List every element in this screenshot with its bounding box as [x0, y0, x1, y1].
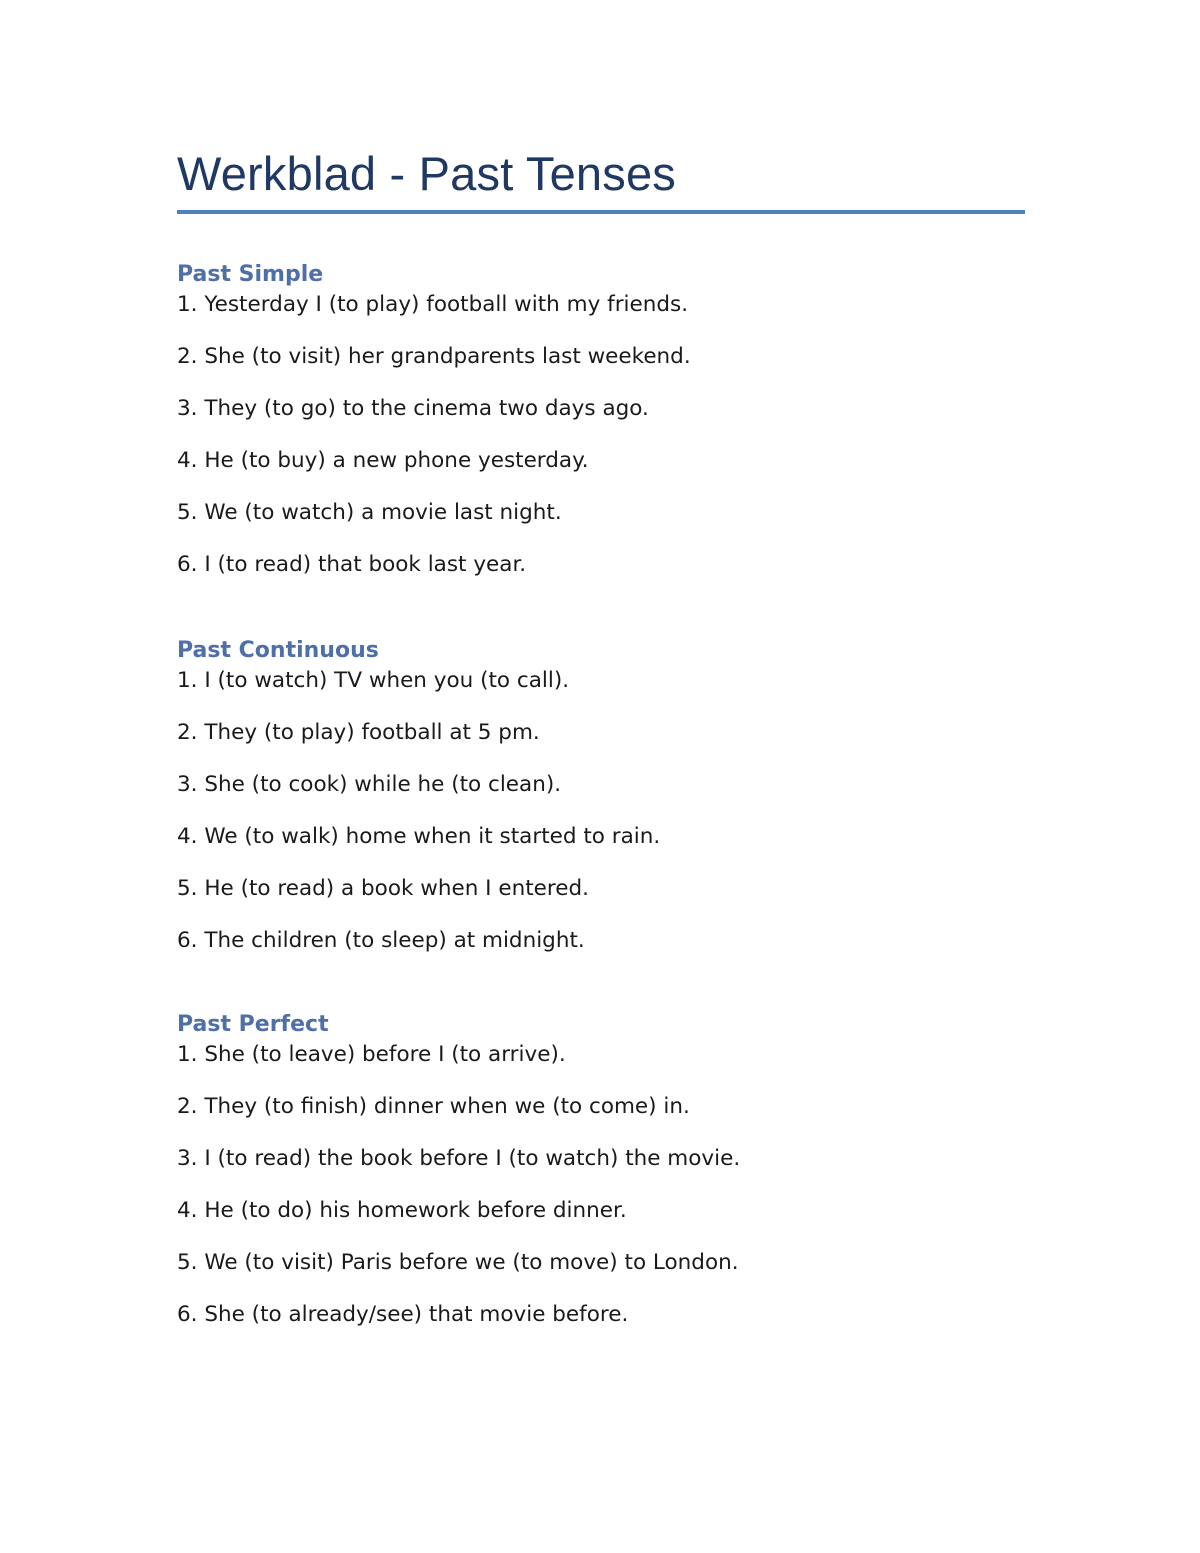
- exercise-item: 6. The children (to sleep) at midnight.: [177, 928, 585, 953]
- exercise-item: 5. He (to read) a book when I entered.: [177, 876, 589, 901]
- exercise-item: 6. She (to already/see) that movie before.: [177, 1302, 629, 1327]
- exercise-item: 2. They (to play) football at 5 pm.: [177, 720, 540, 745]
- exercise-item: 5. We (to visit) Paris before we (to move) to London.: [177, 1250, 739, 1275]
- exercise-item: 5. We (to watch) a movie last night.: [177, 500, 562, 525]
- exercise-item: 6. I (to read) that book last year.: [177, 552, 527, 577]
- section-past-simple: [177, 260, 1025, 602]
- exercise-item: 4. We (to walk) home when it started to rain.: [177, 824, 661, 849]
- exercise-list: [177, 290, 1025, 580]
- exercise-item: 1. She (to leave) before I (to arrive).: [177, 1042, 566, 1067]
- title-underline: [177, 210, 1025, 214]
- exercise-item: 4. He (to buy) a new phone yesterday.: [177, 448, 589, 473]
- exercise-item: 2. She (to visit) her grandparents last weekend.: [177, 344, 691, 369]
- page-title: Werkblad - Past Tenses: [177, 147, 677, 200]
- exercise-item: 3. I (to read) the book before I (to watch) the movie.: [177, 1146, 741, 1171]
- exercise-item: 3. They (to go) to the cinema two days ago.: [177, 396, 649, 421]
- exercise-list: [177, 1040, 1025, 1330]
- section-heading: Past Perfect: [177, 1012, 329, 1037]
- exercise-item: 4. He (to do) his homework before dinner.: [177, 1198, 627, 1223]
- section-heading: Past Simple: [177, 262, 324, 287]
- exercise-item: 1. I (to watch) TV when you (to call).: [177, 668, 570, 693]
- exercise-item: 2. They (to finish) dinner when we (to come) in.: [177, 1094, 690, 1119]
- exercise-item: 1. Yesterday I (to play) football with my friends.: [177, 292, 689, 317]
- section-past-continuous: [177, 636, 1025, 978]
- worksheet-page: [177, 140, 1025, 1327]
- exercise-list: [177, 666, 1025, 956]
- section-heading: Past Continuous: [177, 638, 379, 663]
- section-past-perfect: [177, 1010, 1025, 1352]
- exercise-item: 3. She (to cook) while he (to clean).: [177, 772, 562, 797]
